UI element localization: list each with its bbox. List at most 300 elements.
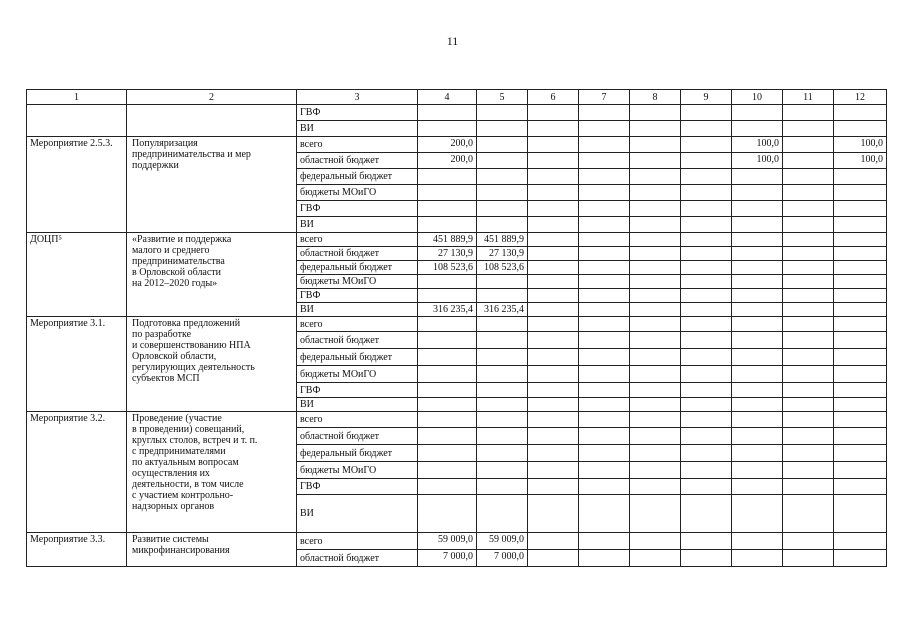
activity-name-line: по актуальным вопросам: [132, 457, 239, 468]
column-header-row: [27, 90, 887, 105]
activity-name-line: предпринимательства и мер: [132, 149, 251, 160]
activity-name-line: осуществления их: [132, 468, 210, 479]
value-cell-col6: [528, 349, 579, 366]
activity-code-cell: Мероприятие 3.1.: [27, 317, 127, 412]
value-cell-col6: [528, 233, 579, 247]
value-cell-col10: [732, 185, 783, 201]
funding-source-cell: ГВФ: [297, 289, 418, 303]
value-cell-col12: [834, 479, 887, 495]
value-cell-col7: [579, 533, 630, 550]
column-header-10: 10: [732, 90, 783, 105]
value-cell-col9: [681, 332, 732, 349]
value-cell-col12: [834, 289, 887, 303]
value-cell-col11: [783, 105, 834, 121]
value-cell-col8: [630, 412, 681, 428]
activity-name-cell: [127, 233, 297, 317]
funding-source-cell: бюджеты МОиГО: [297, 462, 418, 479]
value-cell-col5: [477, 105, 528, 121]
value-cell-col10: [732, 289, 783, 303]
value-cell-col4: [418, 366, 477, 383]
value-cell-col10: [732, 233, 783, 247]
value-cell-col11: [783, 398, 834, 412]
value-cell-col4: [418, 495, 477, 533]
value-cell-col4: 200,0: [418, 137, 477, 153]
value-cell-col8: [630, 366, 681, 383]
value-cell-col9: [681, 185, 732, 201]
value-cell-col7: [579, 201, 630, 217]
value-cell-col12: [834, 462, 887, 479]
value-cell-col12: [834, 332, 887, 349]
value-cell-col10: [732, 462, 783, 479]
column-header-6: 6: [528, 90, 579, 105]
value-cell-col11: [783, 317, 834, 332]
activity-name-line: Орловской области,: [132, 351, 217, 362]
value-cell-col6: [528, 383, 579, 398]
value-cell-col10: [732, 317, 783, 332]
value-cell-col9: [681, 479, 732, 495]
funding-source-cell: ВИ: [297, 121, 418, 137]
value-cell-col11: [783, 137, 834, 153]
value-cell-col10: [732, 550, 783, 567]
value-cell-col5: [477, 217, 528, 233]
value-cell-col11: [783, 349, 834, 366]
funding-source-cell: бюджеты МОиГО: [297, 275, 418, 289]
value-cell-col9: [681, 233, 732, 247]
value-cell-col4: [418, 445, 477, 462]
funding-source-cell: всего: [297, 233, 418, 247]
value-cell-col11: [783, 217, 834, 233]
value-cell-col5: 451 889,9: [477, 233, 528, 247]
value-cell-col8: [630, 550, 681, 567]
value-cell-col11: [783, 445, 834, 462]
value-cell-col6: [528, 289, 579, 303]
value-cell-col9: [681, 317, 732, 332]
funding-source-cell: ВИ: [297, 217, 418, 233]
funding-source-cell: областной бюджет: [297, 247, 418, 261]
value-cell-col5: 316 235,4: [477, 303, 528, 317]
value-cell-col11: [783, 153, 834, 169]
column-header-9: 9: [681, 90, 732, 105]
value-cell-col10: [732, 349, 783, 366]
value-cell-col5: [477, 479, 528, 495]
funding-source-cell: ГВФ: [297, 383, 418, 398]
activity-name-cell: [127, 533, 297, 567]
value-cell-col5: [477, 462, 528, 479]
table-row: [27, 137, 887, 153]
value-cell-col10: 100,0: [732, 137, 783, 153]
value-cell-col10: [732, 201, 783, 217]
value-cell-col6: [528, 169, 579, 185]
activity-name-line: субъектов МСП: [132, 373, 200, 384]
value-cell-col6: [528, 121, 579, 137]
value-cell-col6: [528, 105, 579, 121]
column-header-4: 4: [418, 90, 477, 105]
value-cell-col9: [681, 495, 732, 533]
value-cell-col5: [477, 445, 528, 462]
value-cell-col4: 108 523,6: [418, 261, 477, 275]
value-cell-col11: [783, 550, 834, 567]
value-cell-col6: [528, 412, 579, 428]
value-cell-col5: [477, 275, 528, 289]
value-cell-col6: [528, 445, 579, 462]
value-cell-col4: [418, 349, 477, 366]
activity-code-cell: Мероприятие 3.2.: [27, 412, 127, 533]
value-cell-col11: [783, 247, 834, 261]
value-cell-col9: [681, 261, 732, 275]
value-cell-col6: [528, 261, 579, 275]
value-cell-col11: [783, 495, 834, 533]
value-cell-col6: [528, 479, 579, 495]
value-cell-col9: [681, 169, 732, 185]
table-row: [27, 233, 887, 247]
value-cell-col9: [681, 289, 732, 303]
value-cell-col11: [783, 332, 834, 349]
value-cell-col6: [528, 550, 579, 567]
activity-name-cell: [127, 412, 297, 533]
column-header-8: 8: [630, 90, 681, 105]
value-cell-col4: [418, 169, 477, 185]
value-cell-col7: [579, 303, 630, 317]
value-cell-col5: 7 000,0: [477, 550, 528, 567]
value-cell-col7: [579, 153, 630, 169]
activity-name-line: предпринимательства: [132, 256, 225, 267]
value-cell-col8: [630, 383, 681, 398]
funding-source-cell: ВИ: [297, 495, 418, 533]
value-cell-col10: [732, 303, 783, 317]
value-cell-col7: [579, 247, 630, 261]
value-cell-col8: [630, 261, 681, 275]
table-body: [27, 90, 887, 567]
value-cell-col5: 108 523,6: [477, 261, 528, 275]
value-cell-col10: [732, 275, 783, 289]
value-cell-col10: [732, 398, 783, 412]
budget-table: [26, 89, 887, 567]
value-cell-col6: [528, 303, 579, 317]
value-cell-col4: [418, 479, 477, 495]
value-cell-col10: [732, 261, 783, 275]
value-cell-col6: [528, 185, 579, 201]
funding-source-cell: федеральный бюджет: [297, 445, 418, 462]
value-cell-col12: [834, 185, 887, 201]
funding-source-cell: федеральный бюджет: [297, 261, 418, 275]
activity-name-line: малого и среднего: [132, 245, 210, 256]
value-cell-col11: [783, 412, 834, 428]
column-header-1: 1: [27, 90, 127, 105]
value-cell-col4: [418, 317, 477, 332]
value-cell-col12: 100,0: [834, 153, 887, 169]
value-cell-col9: [681, 275, 732, 289]
value-cell-col8: [630, 445, 681, 462]
activity-code-cell: Мероприятие 3.3.: [27, 533, 127, 567]
column-header-2: 2: [127, 90, 297, 105]
value-cell-col5: [477, 383, 528, 398]
value-cell-col12: [834, 366, 887, 383]
value-cell-col6: [528, 153, 579, 169]
value-cell-col5: [477, 289, 528, 303]
value-cell-col5: 59 009,0: [477, 533, 528, 550]
value-cell-col12: 100,0: [834, 137, 887, 153]
funding-source-cell: областной бюджет: [297, 153, 418, 169]
value-cell-col7: [579, 275, 630, 289]
funding-source-cell: областной бюджет: [297, 550, 418, 567]
value-cell-col5: [477, 121, 528, 137]
value-cell-col6: [528, 428, 579, 445]
value-cell-col8: [630, 137, 681, 153]
value-cell-col12: [834, 247, 887, 261]
value-cell-col9: [681, 247, 732, 261]
activity-name-cell: [127, 137, 297, 233]
activity-code-cell: Мероприятие 2.5.3.: [27, 137, 127, 233]
value-cell-col8: [630, 289, 681, 303]
value-cell-col12: [834, 217, 887, 233]
value-cell-col7: [579, 383, 630, 398]
value-cell-col5: [477, 428, 528, 445]
value-cell-col12: [834, 428, 887, 445]
value-cell-col7: [579, 550, 630, 567]
value-cell-col9: [681, 105, 732, 121]
value-cell-col12: [834, 349, 887, 366]
column-header-5: 5: [477, 90, 528, 105]
value-cell-col6: [528, 398, 579, 412]
value-cell-col11: [783, 121, 834, 137]
activity-name-line: в Орловской области: [132, 267, 222, 278]
value-cell-col7: [579, 261, 630, 275]
value-cell-col9: [681, 533, 732, 550]
value-cell-col4: 200,0: [418, 153, 477, 169]
value-cell-col8: [630, 121, 681, 137]
value-cell-col8: [630, 533, 681, 550]
value-cell-col10: [732, 105, 783, 121]
value-cell-col8: [630, 398, 681, 412]
value-cell-col5: [477, 201, 528, 217]
value-cell-col12: [834, 445, 887, 462]
activity-name-line: микрофинансирования: [132, 545, 230, 556]
value-cell-col11: [783, 533, 834, 550]
value-cell-col5: [477, 169, 528, 185]
activity-name-line: с предпринимателями: [132, 446, 226, 457]
value-cell-col4: [418, 428, 477, 445]
value-cell-col11: [783, 275, 834, 289]
value-cell-col4: [418, 462, 477, 479]
value-cell-col6: [528, 201, 579, 217]
funding-source-cell: бюджеты МОиГО: [297, 185, 418, 201]
table-row: [27, 533, 887, 550]
value-cell-col8: [630, 169, 681, 185]
funding-source-cell: ГВФ: [297, 105, 418, 121]
value-cell-col11: [783, 201, 834, 217]
value-cell-col5: [477, 137, 528, 153]
value-cell-col7: [579, 137, 630, 153]
value-cell-col7: [579, 121, 630, 137]
value-cell-col9: [681, 153, 732, 169]
activity-name-line: на 2012–2020 годы»: [132, 278, 218, 289]
activity-code-cell: [27, 105, 127, 137]
activity-name-line: Популяризация: [132, 138, 198, 149]
value-cell-col10: [732, 169, 783, 185]
value-cell-col10: [732, 495, 783, 533]
value-cell-col4: [418, 275, 477, 289]
value-cell-col11: [783, 185, 834, 201]
value-cell-col6: [528, 462, 579, 479]
funding-source-cell: областной бюджет: [297, 428, 418, 445]
value-cell-col9: [681, 201, 732, 217]
value-cell-col4: 451 889,9: [418, 233, 477, 247]
value-cell-col11: [783, 479, 834, 495]
value-cell-col8: [630, 201, 681, 217]
value-cell-col10: [732, 383, 783, 398]
value-cell-col10: [732, 217, 783, 233]
activity-name-line: регулирующих деятельность: [132, 362, 255, 373]
funding-source-cell: ГВФ: [297, 479, 418, 495]
value-cell-col7: [579, 105, 630, 121]
funding-source-cell: федеральный бюджет: [297, 349, 418, 366]
value-cell-col12: [834, 201, 887, 217]
value-cell-col12: [834, 398, 887, 412]
value-cell-col11: [783, 261, 834, 275]
value-cell-col10: 100,0: [732, 153, 783, 169]
value-cell-col8: [630, 332, 681, 349]
value-cell-col7: [579, 332, 630, 349]
value-cell-col9: [681, 349, 732, 366]
value-cell-col8: [630, 349, 681, 366]
value-cell-col4: [418, 201, 477, 217]
value-cell-col9: [681, 366, 732, 383]
activity-name-line: круглых столов, встреч и т. п.: [132, 435, 258, 446]
value-cell-col5: [477, 349, 528, 366]
value-cell-col7: [579, 479, 630, 495]
value-cell-col6: [528, 275, 579, 289]
value-cell-col7: [579, 289, 630, 303]
activity-name-cell: [127, 105, 297, 137]
value-cell-col12: [834, 550, 887, 567]
value-cell-col9: [681, 428, 732, 445]
value-cell-col5: [477, 366, 528, 383]
value-cell-col8: [630, 462, 681, 479]
value-cell-col7: [579, 185, 630, 201]
column-header-11: 11: [783, 90, 834, 105]
value-cell-col4: 59 009,0: [418, 533, 477, 550]
value-cell-col4: [418, 383, 477, 398]
value-cell-col8: [630, 153, 681, 169]
value-cell-col5: [477, 185, 528, 201]
value-cell-col12: [834, 233, 887, 247]
value-cell-col5: [477, 412, 528, 428]
value-cell-col10: [732, 533, 783, 550]
activity-name-line: и совершенствованию НПА: [132, 340, 251, 351]
value-cell-col8: [630, 495, 681, 533]
value-cell-col8: [630, 479, 681, 495]
value-cell-col8: [630, 428, 681, 445]
value-cell-col8: [630, 275, 681, 289]
value-cell-col4: [418, 217, 477, 233]
value-cell-col5: 27 130,9: [477, 247, 528, 261]
value-cell-col7: [579, 366, 630, 383]
value-cell-col4: 27 130,9: [418, 247, 477, 261]
column-header-3: 3: [297, 90, 418, 105]
activity-name-line: надзорных органов: [132, 501, 215, 512]
value-cell-col7: [579, 462, 630, 479]
table-row: [27, 412, 887, 428]
value-cell-col9: [681, 550, 732, 567]
value-cell-col6: [528, 247, 579, 261]
value-cell-col12: [834, 303, 887, 317]
activity-name-cell: [127, 317, 297, 412]
value-cell-col9: [681, 383, 732, 398]
value-cell-col4: [418, 105, 477, 121]
activity-name-line: Подготовка предложений: [132, 318, 241, 329]
value-cell-col8: [630, 217, 681, 233]
funding-source-cell: ВИ: [297, 398, 418, 412]
value-cell-col7: [579, 217, 630, 233]
value-cell-col8: [630, 247, 681, 261]
value-cell-col5: [477, 495, 528, 533]
value-cell-col9: [681, 445, 732, 462]
funding-source-cell: ГВФ: [297, 201, 418, 217]
activity-code-cell: ДОЦП⁵: [27, 233, 127, 317]
value-cell-col6: [528, 495, 579, 533]
value-cell-col11: [783, 169, 834, 185]
value-cell-col11: [783, 366, 834, 383]
funding-source-cell: всего: [297, 317, 418, 332]
value-cell-col9: [681, 462, 732, 479]
value-cell-col7: [579, 428, 630, 445]
value-cell-col6: [528, 332, 579, 349]
funding-source-cell: областной бюджет: [297, 332, 418, 349]
value-cell-col7: [579, 233, 630, 247]
value-cell-col5: [477, 317, 528, 332]
funding-source-cell: ВИ: [297, 303, 418, 317]
value-cell-col10: [732, 121, 783, 137]
value-cell-col7: [579, 169, 630, 185]
value-cell-col7: [579, 412, 630, 428]
value-cell-col7: [579, 349, 630, 366]
activity-name-line: с участием контрольно-: [132, 490, 234, 501]
funding-source-cell: федеральный бюджет: [297, 169, 418, 185]
value-cell-col4: 316 235,4: [418, 303, 477, 317]
activity-name-line: поддержки: [132, 160, 179, 171]
value-cell-col10: [732, 366, 783, 383]
activity-name-line: Развитие системы: [132, 534, 209, 545]
value-cell-col8: [630, 105, 681, 121]
funding-source-cell: всего: [297, 533, 418, 550]
value-cell-col9: [681, 121, 732, 137]
value-cell-col6: [528, 366, 579, 383]
value-cell-col11: [783, 289, 834, 303]
value-cell-col9: [681, 137, 732, 153]
value-cell-col9: [681, 398, 732, 412]
value-cell-col10: [732, 332, 783, 349]
value-cell-col10: [732, 479, 783, 495]
value-cell-col10: [732, 428, 783, 445]
value-cell-col4: 7 000,0: [418, 550, 477, 567]
value-cell-col12: [834, 383, 887, 398]
value-cell-col12: [834, 261, 887, 275]
value-cell-col9: [681, 412, 732, 428]
value-cell-col6: [528, 217, 579, 233]
funding-source-cell: бюджеты МОиГО: [297, 366, 418, 383]
value-cell-col10: [732, 412, 783, 428]
value-cell-col4: [418, 185, 477, 201]
column-header-12: 12: [834, 90, 887, 105]
value-cell-col5: [477, 398, 528, 412]
value-cell-col12: [834, 412, 887, 428]
value-cell-col11: [783, 462, 834, 479]
value-cell-col11: [783, 383, 834, 398]
value-cell-col8: [630, 185, 681, 201]
value-cell-col11: [783, 233, 834, 247]
value-cell-col5: [477, 153, 528, 169]
value-cell-col12: [834, 121, 887, 137]
